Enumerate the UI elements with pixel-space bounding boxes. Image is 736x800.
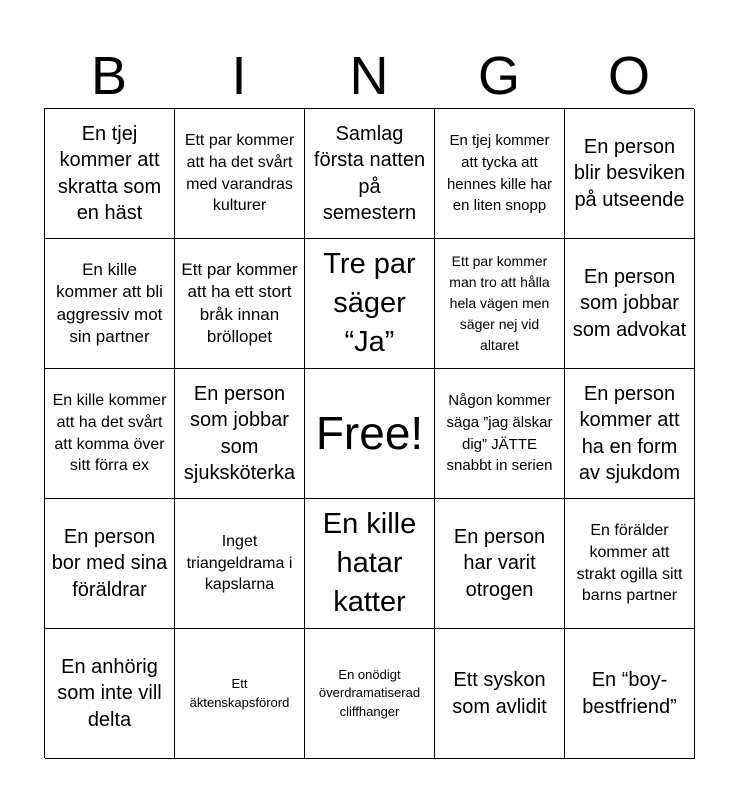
bingo-cell[interactable]: Ett par kommer man tro att hålla hela vägen men säger nej vid altaret [435,239,565,369]
bingo-cell[interactable]: En person blir besviken på utseende [565,109,695,239]
bingo-cell[interactable]: En förälder kommer att strakt ogilla sitt barns partner [565,499,695,629]
bingo-cell[interactable]: En kille hatar katter [305,499,435,629]
bingo-cell[interactable]: En kille kommer att bli aggressiv mot sin partner [45,239,175,369]
bingo-cell[interactable]: En person som jobbar som sjuksköterka [175,369,305,499]
free-space[interactable]: Free! [305,369,435,499]
bingo-cell[interactable]: En tjej kommer att tycka att hennes kille har en liten snopp [435,109,565,239]
header-letter-n: N [349,46,389,106]
bingo-cell[interactable]: En kille kommer att ha det svårt att komma över sitt förra ex [45,369,175,499]
bingo-grid [44,108,694,758]
bingo-cell[interactable]: En tjej kommer att skratta som en häst [45,109,175,239]
bingo-cell[interactable]: En person bor med sina föräldrar [45,499,175,629]
bingo-cell[interactable]: Ett äktenskapsförord [175,629,305,759]
bingo-cell[interactable]: En person har varit otrogen [435,499,565,629]
bingo-cell[interactable]: Samlag första natten på semestern [305,109,435,239]
header-letter-b: B [90,46,128,106]
header-letter-i: I [231,46,247,106]
header-letter-o: O [607,46,650,106]
bingo-cell[interactable]: Ett par kommer att ha ett stort bråk innan bröllopet [175,239,305,369]
bingo-header [44,44,694,108]
bingo-cell[interactable]: En anhörig som inte vill delta [45,629,175,759]
bingo-cell[interactable]: Tre par säger “Ja” [305,239,435,369]
bingo-cell[interactable]: En onödigt överdramatiserad cliffhanger [305,629,435,759]
bingo-cell[interactable]: En person som jobbar som advokat [565,239,695,369]
header-letter-g: G [477,46,520,106]
bingo-cell[interactable]: Inget triangeldrama i kapslarna [175,499,305,629]
bingo-cell[interactable]: En “boy-bestfriend” [565,629,695,759]
bingo-cell[interactable]: Ett syskon som avlidit [435,629,565,759]
bingo-cell[interactable]: Någon kommer säga ”jag älskar dig” JÄTTE snabbt in serien [435,369,565,499]
bingo-cell[interactable]: En person kommer att ha en form av sjukdom [565,369,695,499]
bingo-cell[interactable]: Ett par kommer att ha det svårt med varandras kulturer [175,109,305,239]
